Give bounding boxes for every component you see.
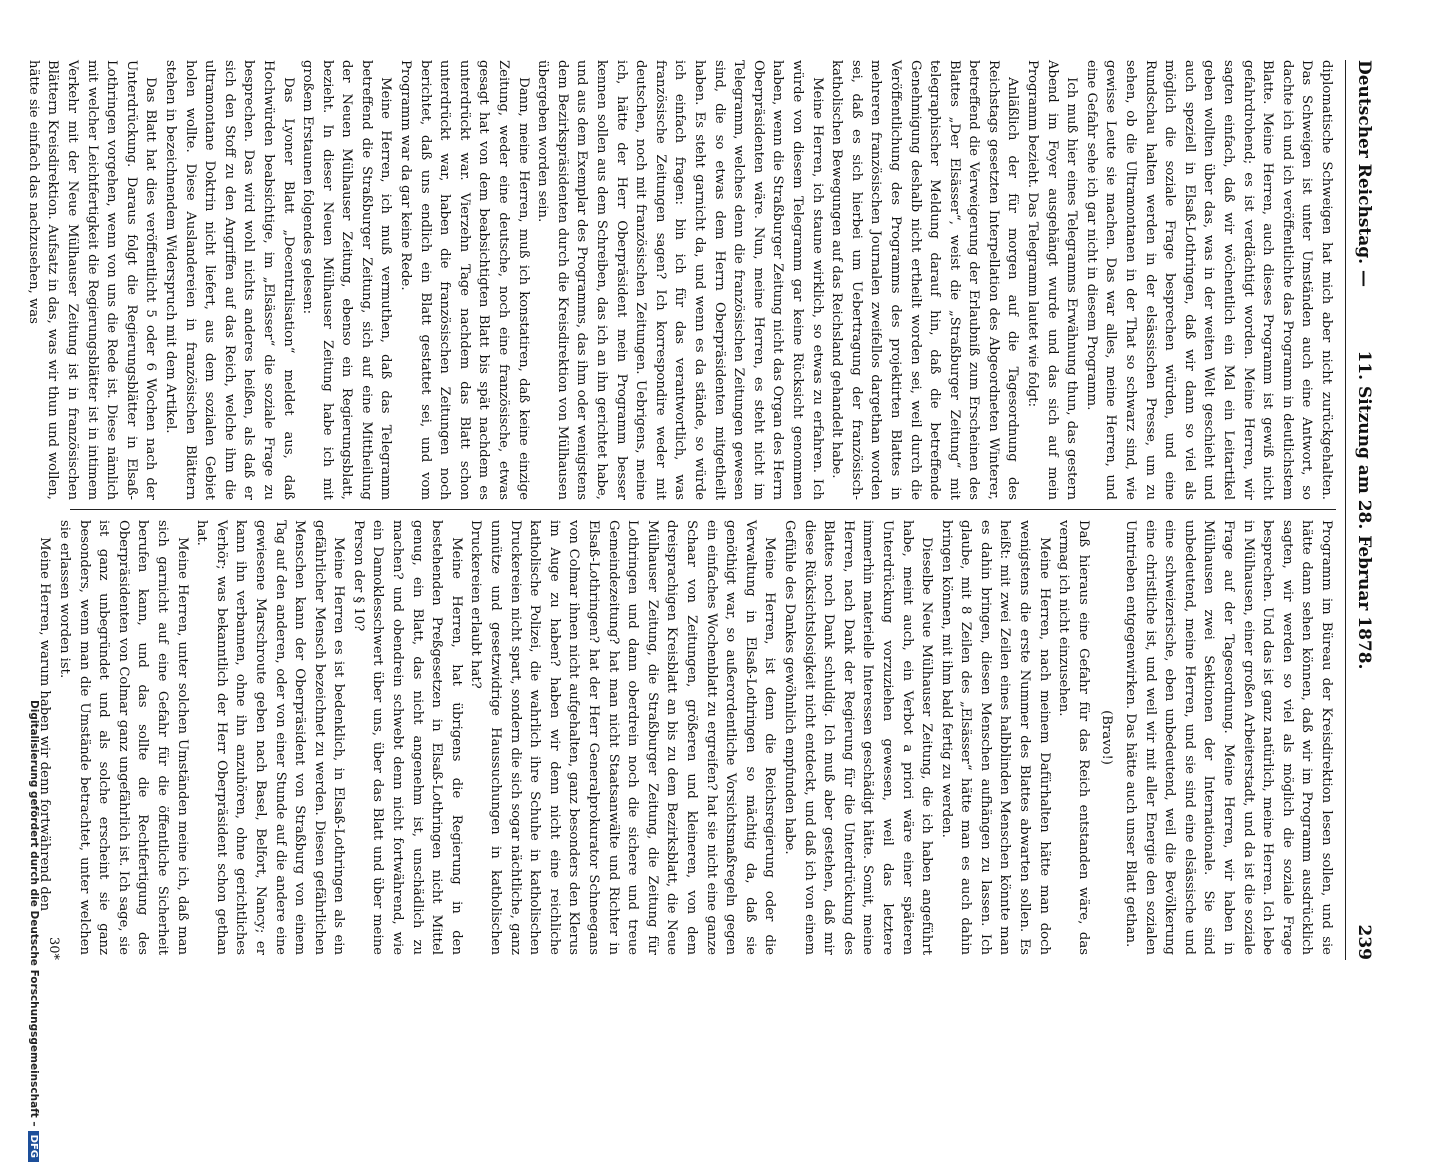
column-separator xyxy=(70,509,1336,510)
paragraph: Dann, meine Herren, muß ich konstatiren, daß keine einzige Zeitung, weder eine deutsche, noch eine französische, etwas gesagt hat von dem beabsichtigten Blatt bis spät nachdem es unterdrückt war. Vierzehn Tage nachdem das Blatt schon unterdrückt war, haben die französischen Zeitungen noch berichtet, daß uns endlich ein Blatt gestattet sei, und vom Programm war da gar keine Rede. xyxy=(398,60,531,500)
paragraph: Meine Herren es ist bedenklich, in Elsaß-Lothringen als ein gefährlicher Mensch bezeichnet zu werden. Diesen gefährlichen Menschen kann der Oberpräsident von Straßburg von einem Tag auf den anderen, oder von einer Stunde auf die andere eine gewiesene Marschroute geben nach Basel, Belfort, Nancy; er kann ihn verbannen, ohne ihn anzuhören, ohne gerichtliches Verhör; was bekanntlich der Herr Oberpräsident schon gethan hat. xyxy=(194,520,347,955)
header-rule xyxy=(1345,60,1346,960)
digitization-note-text: Digitalisierung gefördert durch die Deutsche Forschungsgemeinschaft – xyxy=(28,700,40,1127)
digitization-note xyxy=(28,700,40,1162)
page-number: 239 xyxy=(1354,924,1374,960)
paragraph: Anläßlich der für morgen auf die Tagesordnung des Reichstags gesetzten Interpellation des Abgeordneten Winterer, betreffend die Verweigerung der Erlaubniß zum Erscheinen des Blattes „Der Elsässer“, weist die „Straßburger Zeitung“ mit telegraphischer Meldung darauf hin, daß die betreffende Genehmigung deshalb nicht ertheilt worden sei, weil durch die Veröffentlichung des Programms des projektirten Blattes in mehreren französischen Journalen zweifellos dargethan worden sei, daß es sich hierbei um Uebertragung der französisch-katholischen Bewegungen auf das Reichsland gehandelt habe. xyxy=(829,60,1021,500)
paragraph: Meine Herren, unter solchen Umständen meine ich, daß man sich garnicht auf eine Gefahr für die öffentliche Sicherheit berufen kann, und das sollte die Rechtfertigung des Oberpräsidenten von Colmar ganz ungefährlich ist. Ich sage, sie ist ganz unbegründet und als solche erscheint sie ganz besonders, wenn man die Umstände betrachtet, unter welchen sie erlassen worden ist. xyxy=(57,520,190,955)
paragraph: Programm im Büreau der Kreisdirektion lesen sollen, und sie hätte dann sehen können, daß wir im Programm ausdrücklich sagten, wir werden so viel als möglich die soziale Frage besprechen. Und das ist ganz natürlich, meine Herren. Ich lebe in Mülhausen, einer großen Arbeiterstadt, und da ist die soziale Frage auf der Tagesordnung. Meine Herren, wir haben in Mülhausen zwei Sektionen der Internationale. Sie sind unbedeutend, meine Herren, und sie sind eine elsässische und eine schweizerische, eben unbedeutend, weil die Bevölkerung eine christliche ist, und weil wir mit aller Energie den sozialen Umtrieben entgegenwirken. Das hätte auch unser Blatt gethan. xyxy=(1123,520,1334,955)
paragraph: Das Lyoner Blatt „Decentralisation“ meldet aus, daß Hochwürden beabsichtige, im „Elsässer“ die soziale Frage zu besprechen. Das wird wohl nichts anderes heißen, als daß er sich den Stoff zu den Angriffen auf das Reich, welche ihm die ultramontane Doktrin nicht liefert, aus dem sozialen Gebiet holen wollte. Diese Auslandereien in französischen Blättern stehen in bezeichnendem Widerspruch mit dem Artikel. xyxy=(162,60,296,500)
running-head-title: Deutscher Reichstag. — xyxy=(1354,60,1374,288)
running-head xyxy=(1348,60,1374,960)
paragraph: Meine Herren, ist denn die Reichsregierung oder die Verwaltung in Elsaß-Lothringen so mächtig da, daß sie genöthigt war, so außerordentliche Vorsichtsmaßregeln gegen ein einfaches Wochenblatt zu ergreifen? hat sie nicht eine ganze Schaar von Zeitungen, größeren und kleineren, von dem dreisprachigen Kreisblatt an bis zu dem Bezirksblatt, die Neue Mülhauser Zeitung, die Straßburger Zeitung, die Zeitung für Lothringen und dann oberdrein noch die sichere und treue Gemeindezeitung? hat man nicht Staatsanwälte und Richter in Elsaß-Lothringen? hat der Herr Generalprokurator Schneegans von Colmar ihnen nicht aufgehalten, ganz besonders den Klerus im Auge zu haben? haben wir denn nicht eine reichliche katholische Polizei, die wahrlich ihre Schuhe in katholischen Druckereien nicht spart, sondern die sich sogar nächtliche, ganz unnütze und gesetzwidrige Haussuchungen in katholischen Druckereien erlaubt hat? xyxy=(468,520,778,955)
paragraph: Ich muß hier eines Telegramms Erwähnung thun, das gestern Abend im Foyer ausgehängt wurde und das sich auf mein Programm bezieht. Das Telegramm lautet wie folgt: xyxy=(1025,60,1080,500)
paragraph: Meine Herren, ich staune wirklich, so etwas zu erfahren. Ich würde von diesem Telegramm gar keine Rücksicht genommen haben, wenn die Straßburger Zeitung nicht das Organ des Herrn Oberpräsidenten wäre. Nun, meine Herren, es steht nicht im Telegramm, welches denn die französischen Zeitungen gewesen sind, die so etwas dem Herrn Oberpräsidenten mitgetheilt haben. Es steht garnicht da, und wenn es da stände, so würde ich einfach fragen: bin ich für das verantwortlich, was französische Zeitungen sagen? Ich korrespondire weder mit deutschen, noch mit französischen Zeitungen. Uebrigens, meine ich, hätte der Herr Oberpräsident mein Programm besser kennen sollen aus dem Schreiben, das ich an ihn gerichtet habe, und aus dem Exemplar des Programms, das ihm oder wenigstens dem Bezirkspräsidenten durch die Kreisdirektion von Mülhausen übergeben worden sein. xyxy=(535,60,825,500)
paragraph: Meine Herren, warum haben wir denn fortwährend den xyxy=(37,537,53,912)
left-column xyxy=(25,60,1336,500)
running-head-session: 11. Sitzung am 28. Februar 1878. xyxy=(1354,350,1374,670)
paragraph: Meine Herren, ich muß vermuthen, daß das Telegramm betreffend die Straßburger Zeitung, sich auf eine Mittheilung der Neuen Mülhauser Zeitung, ebenso ein Regierungsblatt, bezieht. In dieser Neuen Mülhauser Zeitung habe ich mit großem Erstaunen folgendes gelesen: xyxy=(300,60,394,500)
paragraph: Meine Herren, hat übrigens die Regierung in den bestehenden Preßgesetzen in Elsaß-Lothringen nicht Mittel genug, ein Blatt, das nicht angenehm ist, unschädlich zu machen? und obendrein schwebt denn nicht fortwährend, wie ein Damoklesschwert über uns, über das Blatt und über meine Person der § 10? xyxy=(350,520,464,955)
dfg-logo: DFG xyxy=(28,1131,39,1162)
paragraph: Dieselbe Neue Mülhauser Zeitung, die ich haben angeführt habe, meint auch, ein Verbot a priori wäre einer späteren Unterdrückung vorzuziehen gewesen, weil das letztere immerhin materielle Interessen geschädigt hätte. Somit, meine Herren, nach Dank der Regierung für die Unterdrückung des Blattes noch Dank schuldig. Ich muß aber gestehen, daß mir diese Rücksichtslosigkeit nicht entdeckt, und daß ich von einem Gefühle des Dankes gewöhnlich empfunden habe. xyxy=(781,520,935,955)
paragraph: (Bravo!) xyxy=(1099,710,1115,765)
paragraph: Daß hieraus eine Gefahr für das Reich entstanden wäre, das vermag ich nicht einzusehen. xyxy=(1056,520,1091,955)
paragraph: Meine Herren, nach meinem Dafürhalten hätte man doch wenigstens die erste Nummer des Blattes abwarten sollen. Es heißt: mit zwei Zeilen eines halbblinden Menschen könnte man es dahin bringen, diesen Menschen aufhängen zu lassen. Ich glaube, mit 8 Zeilen des „Elsässer“ hätte man es auch dahin bringen können, mit ihm bald fertig zu werden. xyxy=(938,520,1052,955)
paragraph: diplomatische Schweigen hat mich aber nicht zurückgehalten. Das Schweigen ist unter Umständen auch eine Antwort, so dachte ich und ich veröffentlichte das Programm in deutlichstem Blatte. Meine Herren, auch dieses Programm ist gewiß nicht gefahrdrohend; es ist verdächtigt worden. Meine Herren, wir sagten einfach, daß wir wöchentlich ein Mal ein Leitartikel geben wollten über das, was in der weiten Welt geschieht und auch speziell in Elsaß-Lothringen, daß wir dann so viel als möglich die soziale Frage besprechen würden, und eine Rundschau halten werden in der elsässischen Presse, um zu sehen, ob die Ultramontanen in der That so schwarz sind, wie gewisse Leute sie machen. Das war alles, meine Herren, und eine Gefahr sehe ich gar nicht in diesem Programm. xyxy=(1083,60,1334,500)
paragraph: Das Blatt hat dies veröffentlicht 5 oder 6 Wochen nach der Unterdrückung. Daraus folgt die Regierungsblätter in Elsaß-Lothringen vorgehen, wenn von uns die Rede ist. Diese nämlich mit welcher Leichtfertigkeit die Regierungsblätter ist in intimem Verkehr mit der Neue Mülhauser Zeitung ist in französischen Blättern Kreisdirektion. Aufsatz in das, was wir thun und wollen, hätte sie einfach das nachzusehen, was xyxy=(25,60,159,500)
signature-mark: 30* xyxy=(46,936,61,960)
